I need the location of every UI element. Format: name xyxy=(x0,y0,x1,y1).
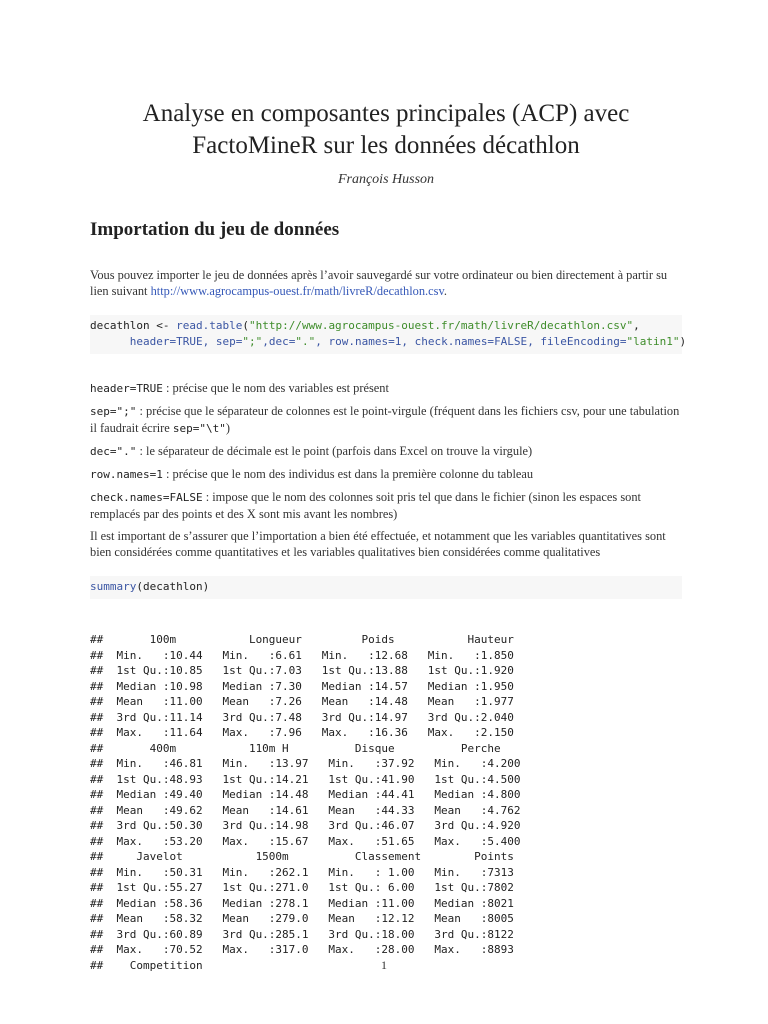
title-line-1: Analyse en composantes principales (ACP) avec xyxy=(142,100,630,127)
dataset-link[interactable]: http://www.agrocampus-ouest.fr/math/livreR/decathlon.csv xyxy=(150,284,444,298)
intro-text-end: . xyxy=(443,284,447,298)
output-line: ## Javelot 1500m Classement Points xyxy=(90,850,541,863)
output-line: ## Mean :58.32 Mean :279.0 Mean :12.12 Mean :8005 xyxy=(90,912,528,925)
output-line: ## 3rd Qu.:60.89 3rd Qu.:285.1 3rd Qu.:18.00 3rd Qu.:8122 xyxy=(90,927,528,941)
description-dec xyxy=(90,443,682,460)
description-header xyxy=(90,380,682,397)
description-sep xyxy=(90,403,682,437)
inline-code: sep=";" xyxy=(90,405,137,418)
output-line: ## 400m 110m H Disque Perche xyxy=(90,741,534,755)
author: François Husson xyxy=(337,172,435,187)
code-value: 1 xyxy=(394,335,402,348)
code-value: TRUE xyxy=(176,335,203,348)
output-line: ## Competition xyxy=(90,958,216,972)
output-line: ## 1st Qu.:55.27 1st Qu.:271.0 1st Qu.: 6.00 1st Qu.:7802 xyxy=(90,881,528,894)
code-arg: , check.names= xyxy=(401,335,495,348)
description-text: : précise que le nom des individus est dans la première colonne du tableau xyxy=(162,467,534,481)
output-line: ## Max. :53.20 Max. :15.67 Max. :51.65 Max. :5.400 xyxy=(90,834,534,848)
code-token: <- xyxy=(149,319,177,332)
code-block-summary xyxy=(90,576,682,599)
section-heading: Importation du jeu de données xyxy=(90,219,340,240)
output-line: ## 3rd Qu.:11.14 3rd Qu.:7.48 3rd Qu.:14.97 3rd Qu.:2.040 xyxy=(90,710,528,724)
output-line: ## Median :58.36 Median :278.1 Median :11.00 Median :8021 xyxy=(90,896,528,910)
code-string: ";" xyxy=(242,335,263,348)
document-title xyxy=(90,98,682,162)
page-number: 1 xyxy=(381,958,387,972)
code-token: , xyxy=(633,319,640,332)
output-line: ## Max. :11.64 Max. :7.96 Max. :16.36 Max. :2.150 xyxy=(90,726,528,739)
output-line: ## Median :10.98 Median :7.30 Median :14.57 Median :1.950 xyxy=(90,679,528,693)
title-line-2: FactoMineR sur les données décathlon xyxy=(192,132,580,159)
intro-paragraph xyxy=(90,267,682,299)
output-line: ## Min. :10.44 Min. :6.61 Min. :12.68 Min. :1.850 xyxy=(90,648,528,662)
inline-code: sep="\t" xyxy=(172,422,226,435)
code-token: (decathlon) xyxy=(136,580,210,593)
output-line: ## 3rd Qu.:50.30 3rd Qu.:14.98 3rd Qu.:46.07 3rd Qu.:4.920 xyxy=(90,819,534,832)
description-checknames xyxy=(90,489,682,522)
description-text: : précise que le nom des variables est présent xyxy=(162,381,389,395)
output-line: ## Median :49.40 Median :14.48 Median :44.41 Median :4.800 xyxy=(90,788,534,801)
inline-code: header=TRUE xyxy=(90,382,163,395)
code-arg: ,dec= xyxy=(262,335,296,348)
code-indent xyxy=(90,335,130,348)
code-function: summary xyxy=(90,580,137,593)
description-rownames xyxy=(90,466,682,483)
output-line: ## Mean :49.62 Mean :14.61 Mean :44.33 Mean :4.762 xyxy=(90,803,534,817)
intro-text: Vous pouvez importer le jeu de données après l’avoir sauvegardé sur votre ordinateur ou bien directement à partir su lien suivant xyxy=(90,268,668,298)
output-line: ## Mean :11.00 Mean :7.26 Mean :14.48 Mean :1.977 xyxy=(90,695,528,708)
output-line: ## Max. :70.52 Max. :317.0 Max. :28.00 Max. :8893 xyxy=(90,943,528,956)
code-block-import xyxy=(90,315,687,354)
code-arg: , sep= xyxy=(202,335,243,348)
output-line: ## Min. :50.31 Min. :262.1 Min. : 1.00 Min. :7313 xyxy=(90,865,528,879)
code-arg: header= xyxy=(129,335,177,348)
code-token: ) xyxy=(679,335,687,348)
inline-code: row.names=1 xyxy=(90,468,163,481)
description-text: : impose que le nom des colonnes soit pris tel que dans le fichier (sinon les espaces sont remplacés par des points et des X sont mis avant les nombres) xyxy=(90,490,641,521)
code-arg: , fileEncoding= xyxy=(527,335,627,348)
description-text: ) xyxy=(225,421,231,435)
code-string: "latin1" xyxy=(626,335,680,348)
inline-code: check.names=FALSE xyxy=(90,491,203,504)
code-string: "." xyxy=(295,335,316,348)
output-line: ## 100m Longueur Poids Hauteur xyxy=(90,633,547,646)
output-line: ## 1st Qu.:48.93 1st Qu.:14.21 1st Qu.:41.90 1st Qu.:4.500 xyxy=(90,772,534,786)
document-page xyxy=(90,0,687,973)
summary-output xyxy=(90,632,682,973)
code-token: ( xyxy=(242,319,249,332)
code-token: decathlon xyxy=(90,319,150,332)
code-arg: , row.names= xyxy=(315,335,395,348)
output-line: ## Min. :46.81 Min. :13.97 Min. :37.92 Min. :4.200 xyxy=(90,757,534,770)
description-text: : le séparateur de décimale est le point (parfois dans Excel on trouve la virgule) xyxy=(136,444,533,458)
code-string: "http://www.agrocampus-ouest.fr/math/livreR/decathlon.csv" xyxy=(248,319,634,332)
description-text: : précise que le séparateur de colonnes est le point-virgule (fréquent dans les fichiers csv, pour une tabulation il faudrait écrire xyxy=(90,404,680,435)
inline-code: dec="." xyxy=(90,445,137,458)
code-value: FALSE xyxy=(494,335,528,348)
output-line: ## 1st Qu.:10.85 1st Qu.:7.03 1st Qu.:13.88 1st Qu.:1.920 xyxy=(90,664,528,677)
code-function: read.table xyxy=(176,319,243,332)
import-note: Il est important de s’assurer que l’importation a bien été effectuée, et notamment que les variables quantitatives sont bien considérées comme quantitatives et les variables qualitatives bien considérées comme qualitatives xyxy=(90,529,666,559)
